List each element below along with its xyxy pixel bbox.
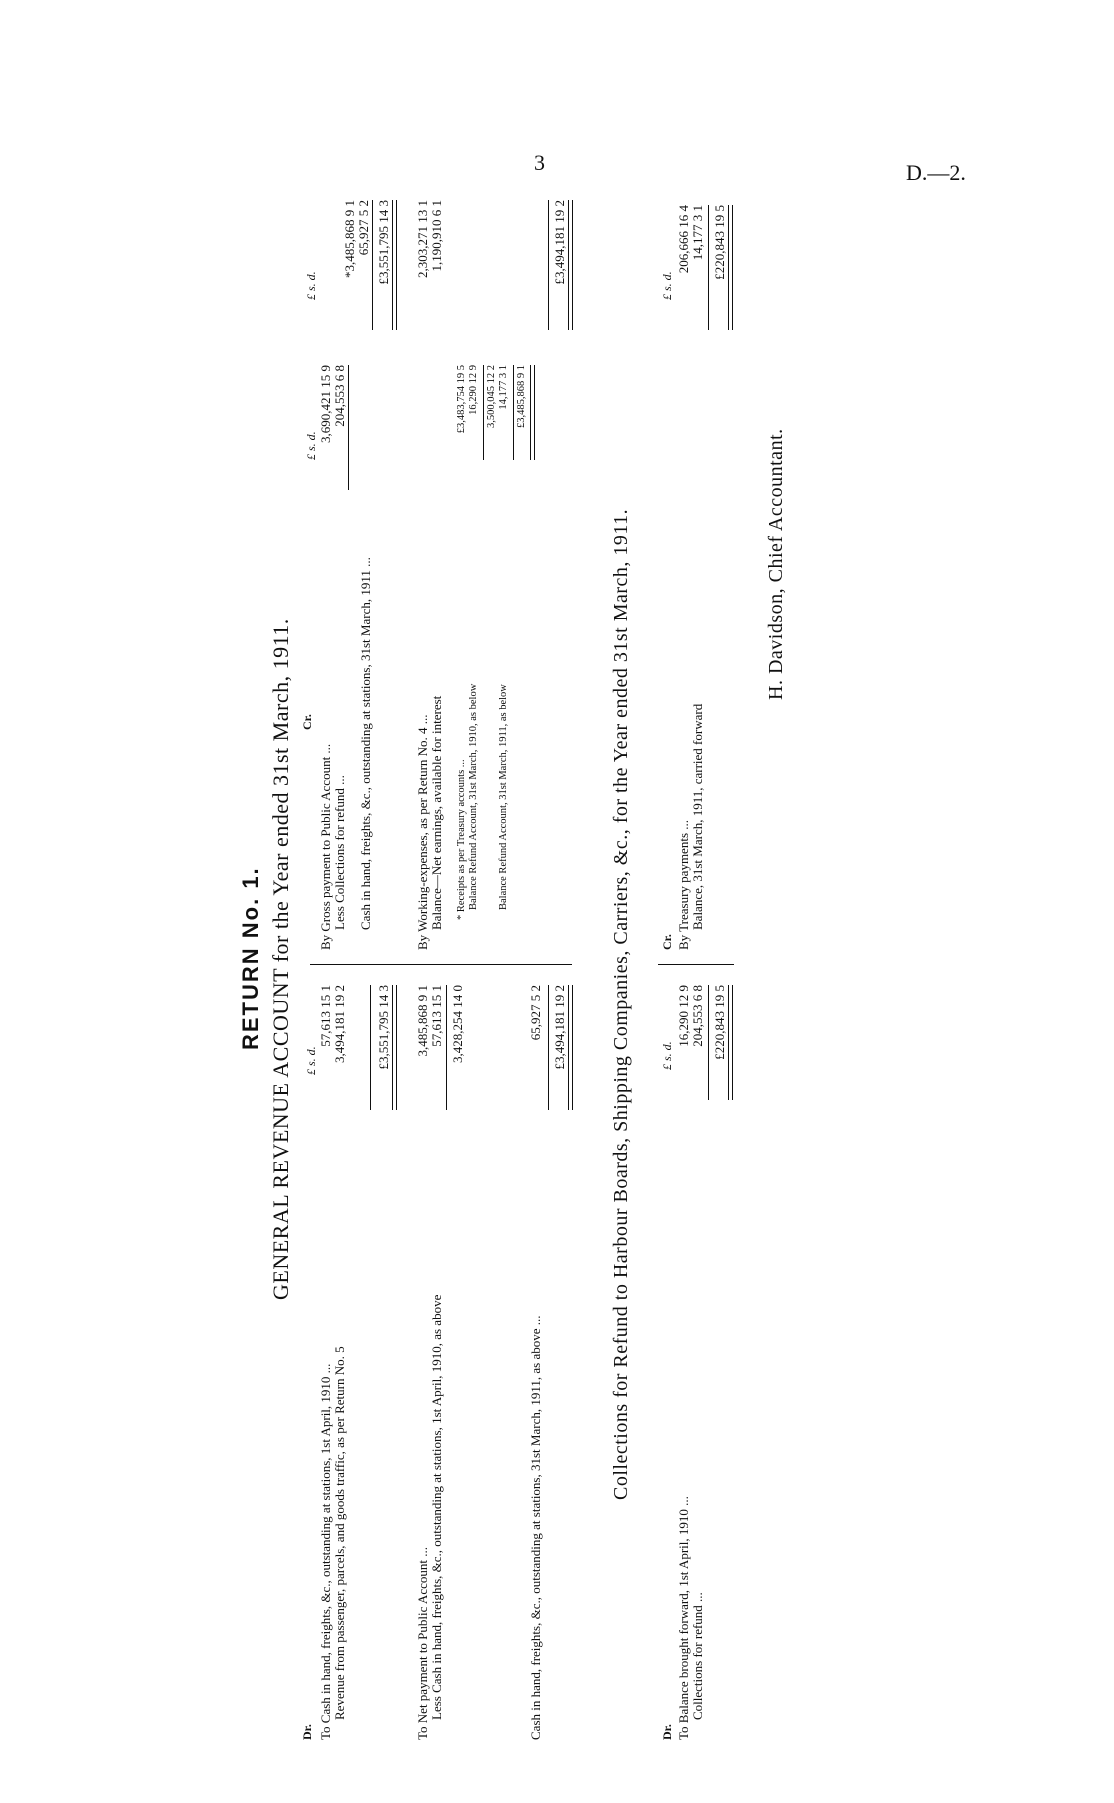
signature: H. Davidson, Chief Accountant. [765,428,787,700]
left-total-2: £3,494,181 19 2 [552,985,567,1070]
right-amount-4b: 2,303,271 13 1 [415,200,430,278]
right-amount-5b: 1,190,910 6 1 [429,200,444,272]
refund-dr-heading: Dr. [660,1724,674,1740]
refund-left-col-head: £ s. d. [660,1041,674,1070]
right-rule-1 [348,365,349,490]
page-number: 3 [534,150,545,175]
left-amount-4: 57,613 15 1 [429,985,444,1047]
right-line-1: By Gross payment to Public Account ... [318,743,333,950]
refund-right-total: £220,843 19 5 [712,205,727,280]
right-rule-3 [548,200,549,330]
right-note-amount-4: 14,177 3 1 [498,365,509,410]
refund-right-line-2: Balance, 31st March, 1911, carried forward [690,703,705,930]
right-note-amount-1: £3,483,754 19 5 [456,365,467,434]
refund-left-amount-2: 204,553 6 8 [690,985,705,1047]
left-line-2: Revenue from passenger, parcels, and goods traffic, as per Return No. 5 [332,1346,347,1720]
right-note-double-rule [530,365,535,460]
right-note-3: Balance Refund Account, 31st March, 1911, as below [498,684,509,910]
right-note-amount-3: 3,500,045 12 2 [486,365,497,428]
refund-left-line-1: To Balance brought forward, 1st April, 1910 ... [676,1496,691,1740]
refund-right-amount-2: 14,177 3 1 [690,205,705,261]
left-line-1: To Cash in hand, freights, &c., outstanding at stations, 1st April, 1910 ... [318,1363,333,1740]
right-note-1: * Receipts as per Treasury accounts ... [456,759,467,920]
right-amount-3b: 65,927 5 2 [356,200,371,256]
refund-right-line-1: By Treasury payments ... [676,820,691,950]
left-col-head: £ s. d. [304,1046,318,1075]
left-rule-1 [370,985,371,1110]
right-amount-2a: 204,553 6 8 [332,365,347,427]
left-double-rule-2 [568,985,573,1110]
right-double-rule-1 [392,200,397,330]
left-amount-3: 3,485,868 9 1 [415,985,430,1057]
return-title: RETURN No. 1. [238,866,263,1050]
left-amount-2: 3,494,181 19 2 [332,985,347,1063]
return-subtitle: GENERAL REVENUE ACCOUNT for the Year ended 31st March, 1911. [268,618,293,1300]
right-double-rule-2 [568,200,573,330]
left-double-rule-1 [392,985,397,1110]
left-total-1: £3,551,795 14 3 [376,985,391,1070]
refund-left-line-2: Collections for refund ... [690,1592,705,1720]
refund-left-amount-1: 16,290 12 9 [676,985,691,1047]
left-amount-1: 57,613 15 1 [318,985,333,1047]
right-note-amount-5: £3,485,868 9 1 [516,365,527,428]
right-amount-2b: *3,485,868 9 1 [342,200,357,278]
left-line-4: Less Cash in hand, freights, &c., outstanding at stations, 1st April, 1910, as above [429,1294,444,1720]
refund-left-double-rule [728,985,733,1100]
refund-left-total: £220,843 19 5 [712,985,727,1060]
right-line-3: Cash in hand, freights, &c., outstanding at stations, 31st March, 1911 ... [358,557,373,930]
left-line-5: Cash in hand, freights, &c., outstanding at stations, 31st March, 1911, as above ... [528,1315,543,1740]
left-line-3: To Net payment to Public Account ... [415,1547,430,1740]
cr-heading: Cr. [300,714,314,730]
refund-left-rule [708,985,709,1100]
right-col-head-2: £ s. d. [304,271,318,300]
refund-cr-heading: Cr. [660,934,674,950]
refund-center-divider [658,964,734,965]
left-amount-6: 65,927 5 2 [528,985,543,1041]
left-rule-3 [548,985,549,1110]
right-line-4: By Working-expenses, as per Return No. 4 ... [415,714,430,950]
right-note-2: Balance Refund Account, 31st March, 1910, as below [468,683,479,910]
refund-right-rule [708,205,709,330]
rotated-page-content [230,150,1080,1750]
right-note-rule-1 [483,365,484,460]
center-divider [310,964,572,965]
right-rule-2 [372,200,373,330]
refund-title: Collections for Refund to Harbour Boards, Shipping Companies, Carriers, &c., for the Year ended 31st March, 1911. [610,508,632,1500]
right-line-5: Balance—Net earnings, available for interest [429,695,444,930]
right-amount-1a: 3,690,421 15 9 [318,365,333,443]
dr-heading: Dr. [300,1724,314,1740]
document-code: D.—2. [906,160,966,185]
right-total-1: £3,551,795 14 3 [376,200,391,285]
refund-right-double-rule [728,205,733,330]
right-total-2: £3,494,181 19 2 [552,200,567,285]
left-amount-5: 3,428,254 14 0 [450,985,465,1063]
right-col-head-1: £ s. d. [304,431,318,460]
refund-right-amount-1: 206,666 16 4 [676,205,691,274]
left-rule-2 [446,985,447,1110]
right-line-2: Less Collections for refund ... [332,775,347,930]
right-note-amount-2: 16,290 12 9 [468,365,479,415]
right-note-rule-2 [513,365,514,460]
refund-right-col-head: £ s. d. [660,271,674,300]
